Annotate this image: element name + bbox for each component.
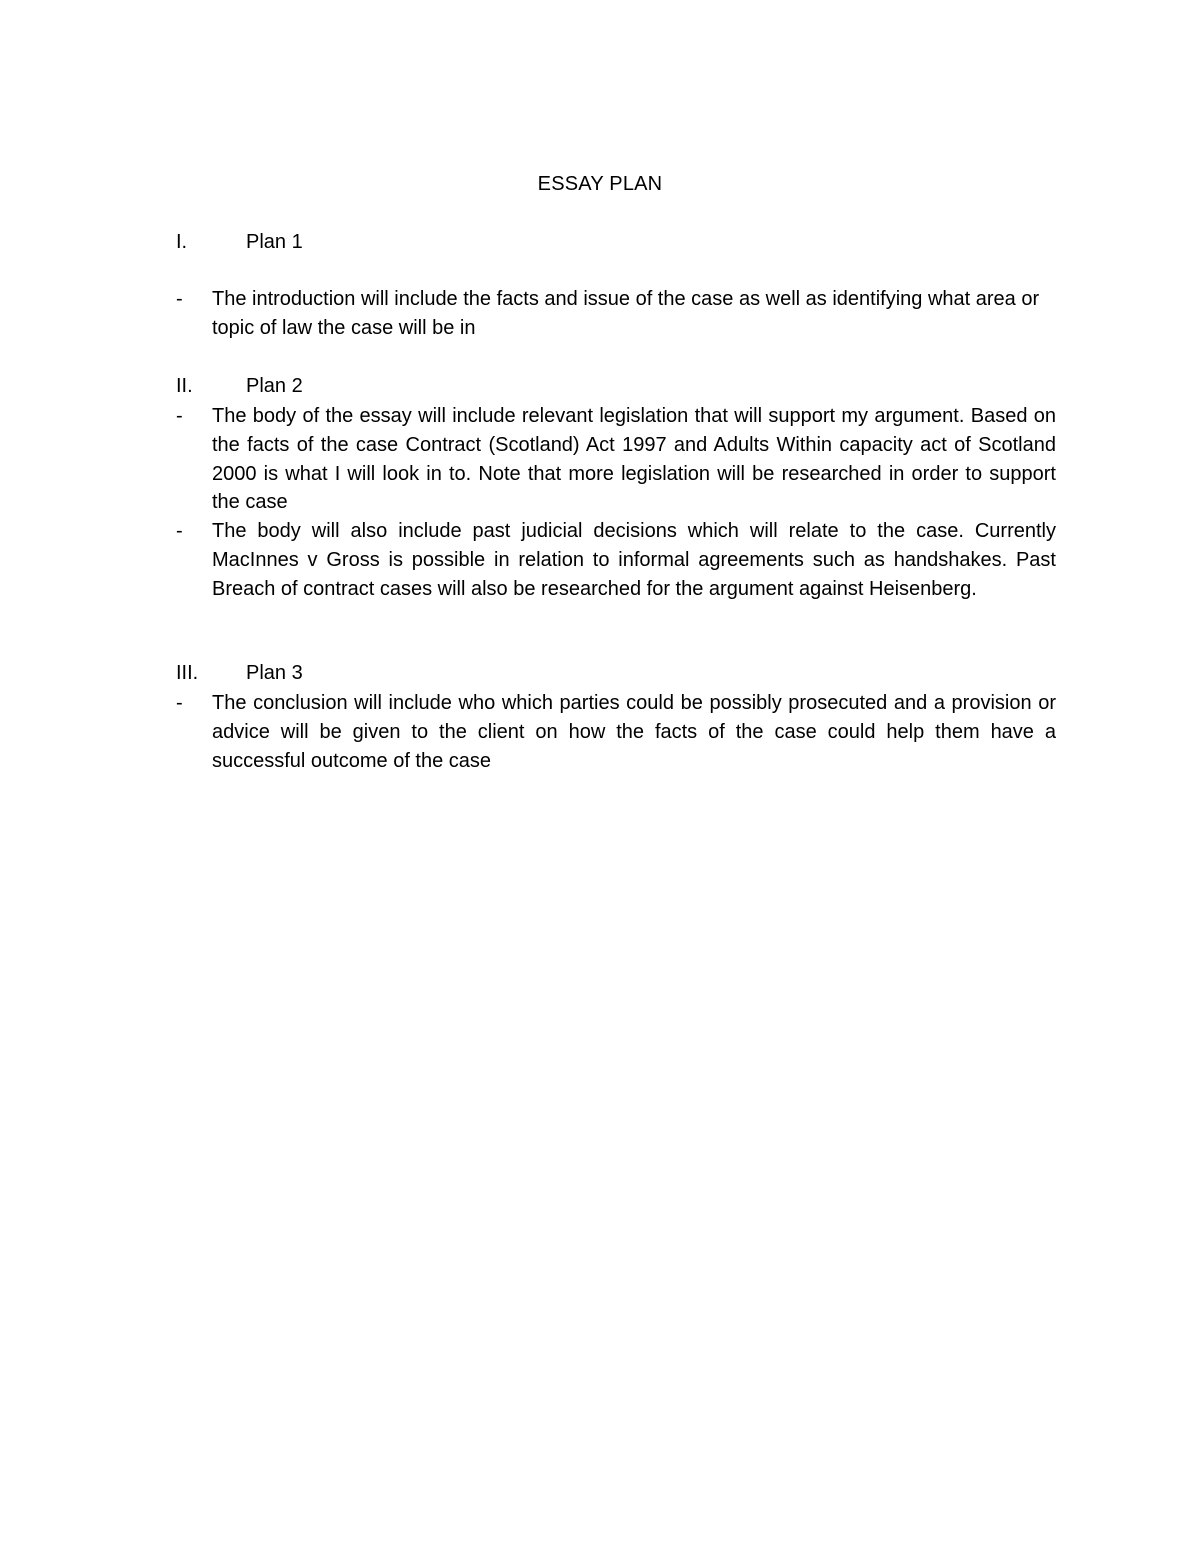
section-title: Plan 2 (246, 375, 303, 397)
section-heading (176, 228, 1056, 258)
bullet-dash: - (176, 692, 183, 714)
section-title: Plan 3 (246, 662, 303, 684)
list-item (176, 689, 1056, 775)
document-title: ESSAY PLAN (537, 173, 663, 195)
plan-section-1 (176, 228, 1056, 343)
list-item (176, 517, 1056, 603)
bullet-text: The body of the essay will include relevant legislation that will support my argument. Based on the facts of the case Contract (Scotland) Act 1997 and Adults Within capacity act of Scotland 2000 is what I will look in to. Note that more legislation will be researched in order to support the case (212, 405, 1056, 514)
bullet-text: The body will also include past judicial decisions which will relate to the case. Currently MacInnes v Gross is possible in relation to informal agreements such as handshakes. Past Breach of contract cases will also be researched for the argument against Heisenberg. (212, 520, 1056, 600)
list-item (176, 285, 1056, 343)
section-numeral: III. (176, 662, 199, 684)
bullet-text: The introduction will include the facts and issue of the case as well as identifying what area or topic of law the case will be in (212, 288, 1040, 339)
list-item (176, 402, 1056, 517)
bullet-dash: - (176, 520, 183, 543)
section-heading (176, 659, 1056, 689)
section-heading (176, 372, 1056, 402)
section-numeral: I. (176, 231, 188, 253)
bullet-text: The conclusion will include who which parties could be possibly prosecuted and a provision or advice will be given to the client on how the facts of the case could help them have a successful outcome of the case (212, 692, 1056, 772)
plan-section-2 (176, 372, 1056, 604)
plan-section-3 (176, 659, 1056, 775)
section-numeral: II. (176, 375, 193, 397)
bullet-dash: - (176, 405, 183, 427)
section-title: Plan 1 (246, 231, 303, 253)
bullet-dash: - (176, 288, 183, 310)
